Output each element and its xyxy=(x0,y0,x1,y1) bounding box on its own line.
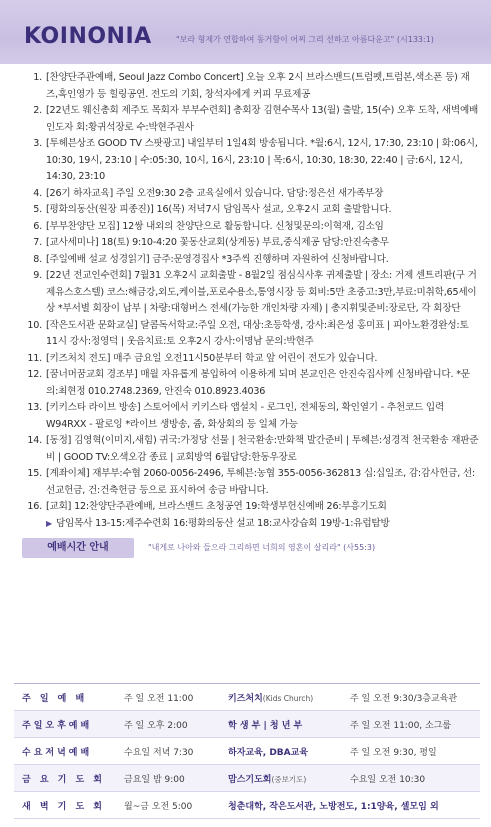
church-title: KOINONIA xyxy=(24,24,152,49)
service-tab: 예배시간 안내 xyxy=(22,538,134,558)
triangle-bullet-icon: ▶ xyxy=(46,518,52,528)
table-row: 수요저녁예배 수요일 저녁 7:30 하자교육, DBA교육 주 일 오전 9:30, 평일 xyxy=(14,738,480,765)
table-row: 금 요 기 도 회 금요일 밤 9:00 맘스기도회(중보기도) 수요일 오전 10:30 xyxy=(14,765,480,792)
list-item: 4. [26기 하자교육] 주일 오전9:30 2층 교육실에서 있습니다. 담당:정은선 새가족부장 xyxy=(33,187,384,199)
list-item: 10. [작은도서관 문화교실] 달콤독서학교:주일 오전, 대상:초등학생, 강사:최은성 홍미표 | 피아노환경완성:토 11시 강사:정영덕 | 웃음치료:토 오후2시 강사:이명남 문의:박현주 xyxy=(27,319,469,347)
list-item: 9. [22년 전교인수련회] 7월31 오후2시 교회출발 - 8월2일 점심식사후 귀제출발 | 장소: 거제 센트리판(구 거제유스호스텔) 코스:해금강,외도,케이블,포로수용소,통영시장 등 회비:5만 초중고:3만,부료:미취학,65세이상 *부서별 회장이 납부 | 차량:대형버스 전세(가능한 개인차량 자제) | 총지휘및준비:장로단, 각 회장단 xyxy=(33,270,477,314)
list-item: 5. [평화의동산(원장 피종진)] 16(목) 저녁7시 담임목사 설교, 오후2시 교회 출발합니다. xyxy=(33,204,392,215)
list-item: 6. [부부찬양단 모집] 12쌍 내외의 찬양단으로 활동합니다. 신청및문의:이혁재, 김소임 xyxy=(33,220,384,232)
header-verse: "보라 형제가 연합하여 동거함이 어찌 그리 선하고 아름다운고" (시133:1) xyxy=(176,35,434,44)
service-section-header xyxy=(0,536,491,560)
list-item: 14. [동정] 김영혁(이미지,새힘) 귀국:가정당 선물 | 천국환송:만화책 발간준비 | 투헤븐:성경적 천국환송 재판준비 | GOOD TV:오색오감 종료 | 교회방역 6월답당:한동우장로 xyxy=(27,435,479,463)
list-item: 16. [교회] 12:찬양단주관예배, 브라스밴드 초청공연 19:학생부헌신예배 26:부흥기도회 xyxy=(27,501,387,512)
list-item: 8. [주일예배 설교 성경읽기] 금주:문영경집사 *3주씩 진행하며 자원하여 신청바랍니다. xyxy=(33,253,389,265)
list-item-sub: ▶ 담임목사 13-15:제주수련회 16:평화의동산 설교 18:교사강습회 19방-1:유럽탐방 xyxy=(46,517,390,529)
table-row: 주 일 예 배 주 일 오전 11:00 키즈처치(Kids Church) 주 일 오전 9:30/3층교육관 xyxy=(14,684,480,711)
news-list xyxy=(0,64,491,532)
list-item: 3. [투헤븐상조 GOOD TV 스팟광고] 내일부터 1일4회 방송됩니다. *월:6시, 12시, 17:30, 23:10 | 화:06시, 10:30, 19시, 23:10 | 수:05:30, 10시, 16시, 23:10 | 목:6시, 10:30, 18:30, 22:40 | 금:6시, 12시, 14:30, 23:10 xyxy=(33,138,478,182)
service-table xyxy=(14,683,480,819)
service-verse: "내게로 나아와 들으라 그리하면 너희의 영혼이 살리라" (사55:3) xyxy=(148,543,376,552)
list-item: 2. [22년도 웨신총회 제주도 목회자 부부수련회] 총회장 김현수목사 13(월) 출발, 15(수) 오후 도착, 새벽예배 인도자 회:황귀석장로 수:박현주권사 xyxy=(33,105,479,133)
list-item: 12. [꿈너머꿈교회 경조부] 매월 자유롭게 봉입하여 이용하게 되며 본교인은 안진숙집사께 신청바랍니다. *문의:최현정 010.2748.2369, 안진숙 010.8923.4036 xyxy=(27,369,470,397)
list-item: 15. [계좌이체] 재부부:수협 2060-0056-2496, 투헤븐:농협 355-0056-362813 십:십일조, 감:감사헌금, 선:선교헌금, 건:건축헌금 등으로 표시하여 송금 바랍니다. xyxy=(27,468,476,496)
list-item: 7. [교사세미나] 18(토) 9:10-4:20 꽃동산교회(상계동) 부료,중식제공 담당:안진숙총무 xyxy=(33,237,389,248)
table-row: 주일오후예배 주 일 오후 2:00 학 생 부 | 청 년 부 주 일 오전 11:00, 소그룹 xyxy=(14,711,480,738)
header-banner xyxy=(0,0,491,64)
list-item: 11. [키즈처치 전도] 매주 금요일 오전11시50분부터 학교 앞 어린이 전도가 있습니다. xyxy=(27,352,378,364)
table-row: 새 벽 기 도 회 월~금 오전 5:00 청춘대학, 작은도서관, 노방전도, 1:1양육, 셀모임 외 xyxy=(14,792,480,819)
list-item: 1. [찬양단주관예배, Seoul Jazz Combo Concert] 오늘 오후 2시 브라스밴드(트럼펫,트럼본,색소폰 등) 재즈,흑인영가 등 힐링공연. 전도의 기회, 창석자에게 커피 무료제공 xyxy=(33,72,470,100)
list-item: 13. [키키스타 라이브 방송] 스토어에서 키키스타 앱설치 - 로그인, 전체동의, 확인열기 - 추천코드 입력 W94RXX - 팔로잉 *라이브 생방송, 쥼, 화상회의 등 일체 가능 xyxy=(27,402,445,430)
